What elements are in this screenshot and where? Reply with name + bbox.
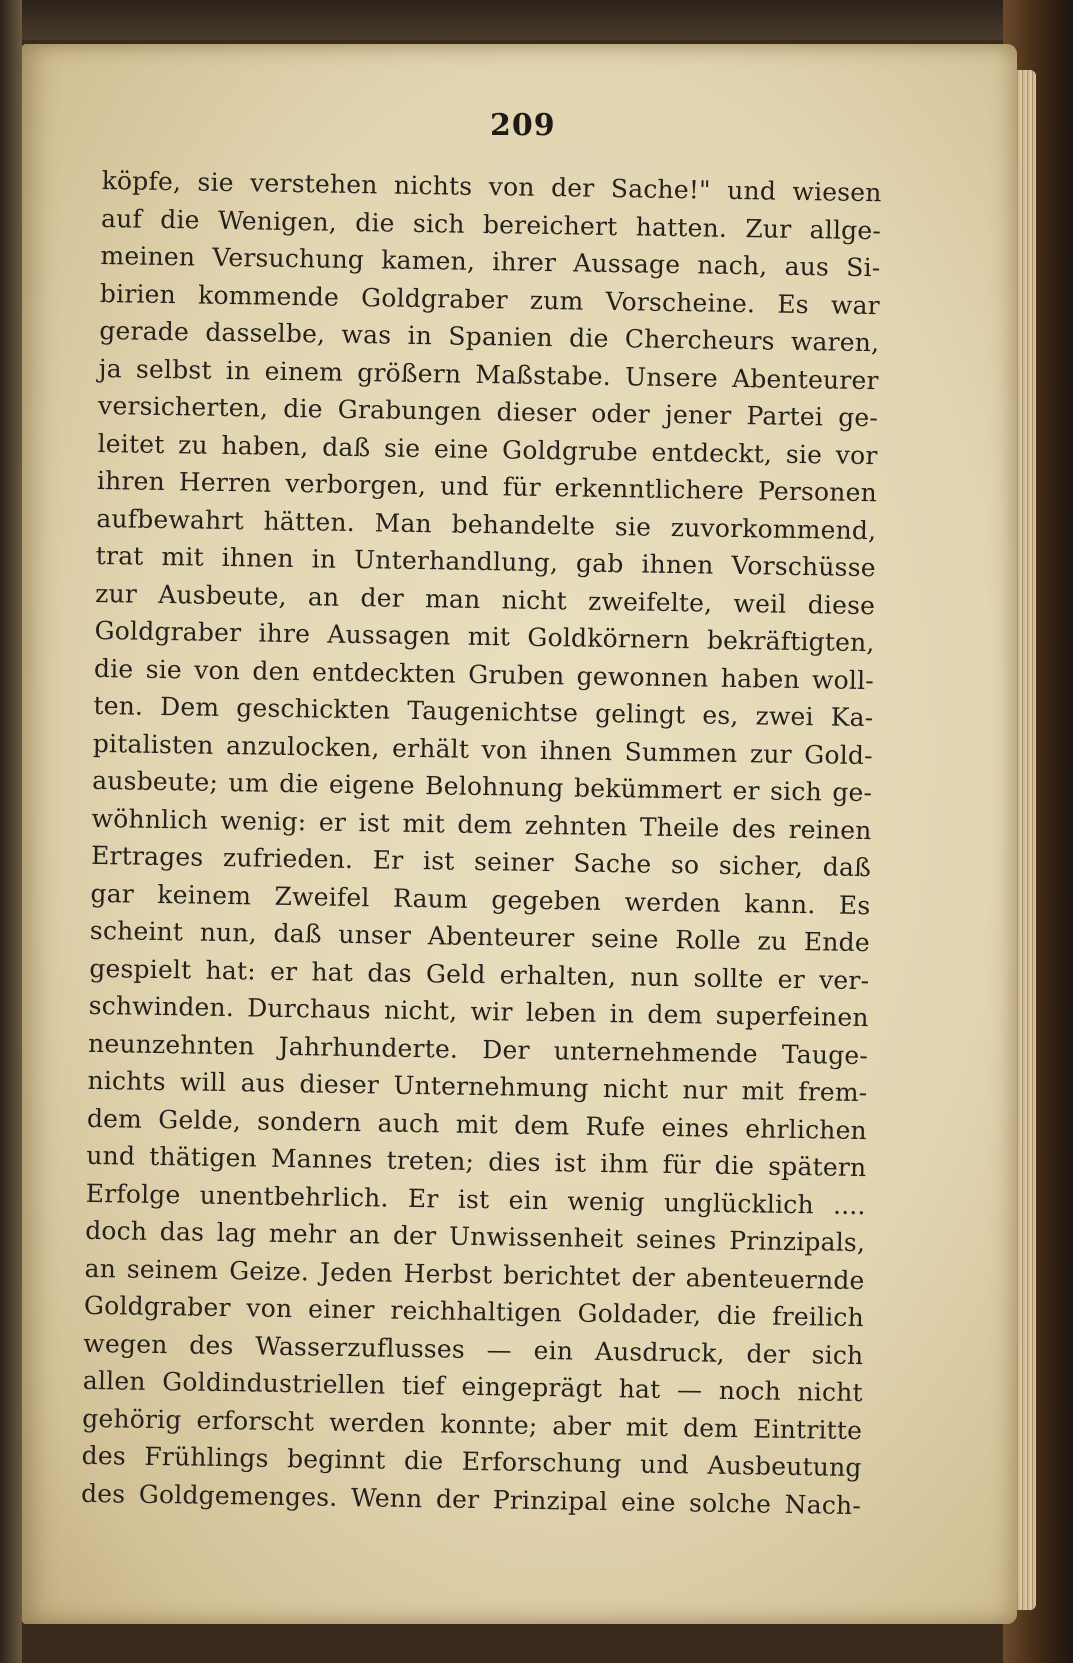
text-line: ihren Herren verborgen, und für erkenntlichere Personen: [96, 465, 878, 508]
text-line: neunzehnten Jahrhunderte. Der unternehmende Tauge-: [87, 1028, 869, 1070]
text-line: scheint nun, daß unser Abenteurer seine Rolle zu Ende: [89, 915, 871, 958]
text-line: ja selbst in einem größern Maßstabe. Unsere Abenteurer: [98, 353, 879, 395]
text-line: Erfolge unentbehrlich. Er ist ein wenig unglücklich ....: [85, 1178, 866, 1220]
text-line: köpfe, sie verstehen nichts von der Sache!" und wiesen: [101, 165, 882, 208]
text-line: die sie von den entdeckten Gruben gewonnen haben woll-: [93, 653, 875, 695]
body-text: [81, 162, 882, 1524]
background-top: [0, 0, 1073, 40]
text-line: gespielt hat: er hat das Geld erhalten, nun sollte er ver-: [89, 953, 870, 995]
text-line: wöhnlich wenig: er ist mit dem zehnten Theile des reinen: [91, 803, 872, 845]
text-line: gerade dasselbe, was in Spanien die Chercheurs waren,: [99, 315, 880, 358]
text-line: doch das lag mehr an der Unwissenheit seines Prinzipals,: [84, 1215, 866, 1258]
text-line: allen Goldindustriellen tief eingeprägt hat — noch nicht: [82, 1365, 863, 1408]
text-line: des Frühlings beginnt die Erforschung und Ausbeutung: [81, 1440, 862, 1483]
text-line: birien kommende Goldgraber zum Vorscheine. Es war: [99, 278, 881, 320]
text-line: versicherten, die Grabungen dieser oder jener Partei ge-: [97, 390, 879, 433]
text-line: ten. Dem geschickten Taugenichtse gelingt es, zwei Ka-: [93, 690, 874, 733]
text-line: zur Ausbeute, an der man nicht zweifelte, weil diese: [95, 578, 876, 620]
text-line: auf die Wenigen, die sich bereichert hatten. Zur allge-: [100, 203, 882, 245]
text-line: wegen des Wasserzuflusses — ein Ausdruck, der sich: [83, 1328, 864, 1370]
page-number: 209: [490, 108, 556, 143]
text-line: trat mit ihnen in Unterhandlung, gab ihnen Vorschüsse: [95, 540, 876, 583]
text-line: pitalisten anzulocken, erhält von ihnen Summen zur Gold-: [92, 728, 874, 770]
text-line: leitet zu haben, daß sie eine Goldgrube entdeckt, sie vor: [97, 428, 878, 470]
text-line: gar keinem Zweifel Raum gegeben werden kann. Es: [90, 878, 871, 920]
text-line: dem Gelde, sondern auch mit dem Rufe eines ehrlichen: [86, 1103, 868, 1145]
text-line: Goldgraber ihre Aussagen mit Goldkörnern bekräftigten,: [94, 615, 875, 658]
text-line: meinen Versuchung kamen, ihrer Aussage nach, aus Si-: [100, 240, 881, 283]
text-line: schwinden. Durchaus nicht, wir leben in dem superfeinen: [88, 990, 869, 1033]
text-line: ausbeute; um die eigene Belohnung bekümmert er sich ge-: [92, 765, 873, 808]
text-line: des Goldgemenges. Wenn der Prinzipal eine solche Nach-: [80, 1478, 862, 1520]
text-line: nichts will aus dieser Unternehmung nicht nur mit frem-: [87, 1065, 868, 1108]
text-line: aufbewahrt hätten. Man behandelte sie zuvorkommend,: [96, 503, 877, 545]
book-page: [22, 44, 1017, 1624]
text-line: Ertrages zufrieden. Er ist seiner Sache so sicher, daß: [90, 840, 872, 883]
background-left: [0, 0, 22, 1663]
text-line: Goldgraber von einer reichhaltigen Goldader, die freilich: [83, 1290, 865, 1333]
text-line: an seinem Geize. Jeden Herbst berichtet der abenteuernde: [84, 1253, 865, 1295]
text-line: gehörig erforscht werden konnte; aber mit dem Eintritte: [82, 1403, 863, 1445]
text-line: und thätigen Mannes treten; dies ist ihm für die spätern: [86, 1140, 867, 1183]
